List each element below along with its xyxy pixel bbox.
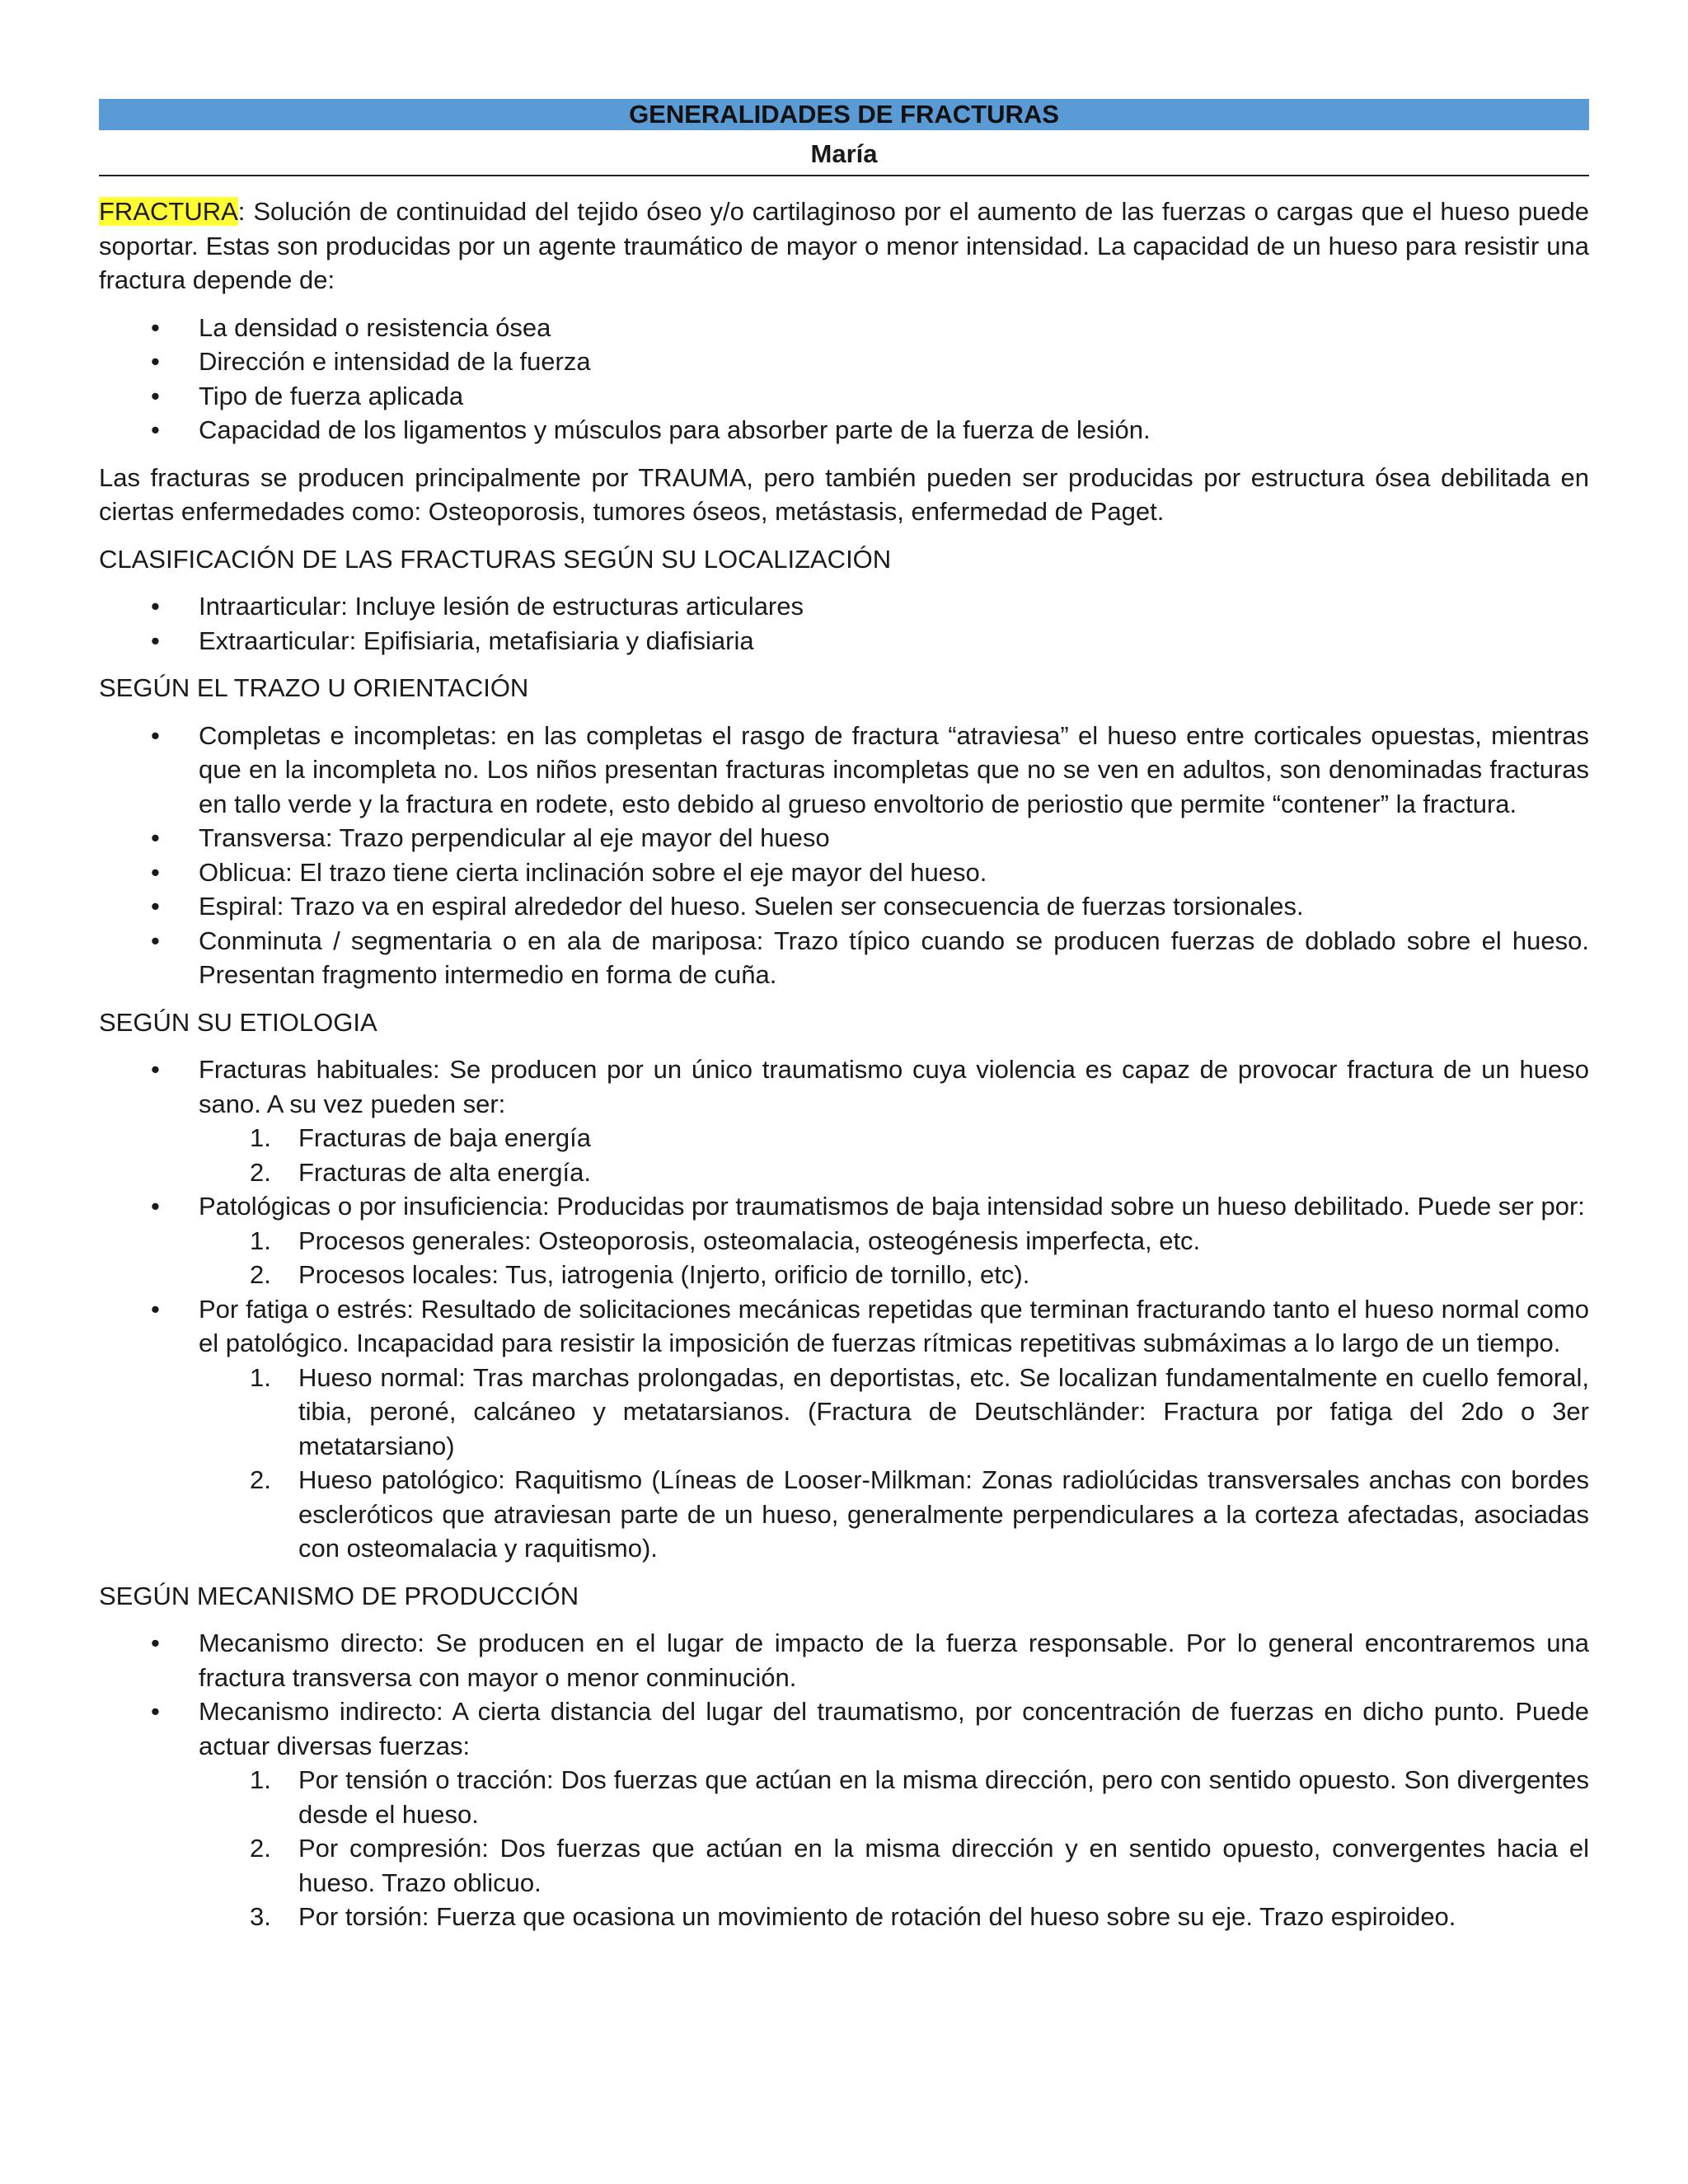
list-item: • Conminuta / segmentaria o en ala de mariposa: Trazo típico cuando se producen fuerzas de doblado sobre el hueso. Presentan fragmento intermedio en forma de cuña.	[99, 924, 1589, 992]
list-item: • Oblicua: El trazo tiene cierta inclinación sobre el eje mayor del hueso.	[99, 855, 1589, 890]
numbered-item	[199, 1463, 1589, 1566]
section-heading-etiologia: SEGÚN SU ETIOLOGIA	[99, 1007, 377, 1037]
numbered-sublist	[199, 1361, 1589, 1566]
trazo-list	[99, 719, 1589, 992]
item-number: 2.	[250, 1834, 271, 1863]
list-item: • La densidad o resistencia ósea	[99, 311, 1589, 345]
definition-paragraph	[99, 194, 1589, 298]
mecanismo-list	[99, 1626, 1589, 1934]
localizacion-list	[99, 589, 1589, 658]
item-number: 2.	[250, 1157, 271, 1187]
numbered-item	[199, 1831, 1589, 1900]
numbered-item	[199, 1763, 1589, 1831]
document-page	[99, 99, 1589, 1934]
numbered-item-text: Por tensión o tracción: Dos fuerzas que actúan en la misma dirección, pero con sentido opuesto. Son divergentes desde el hueso.	[298, 1765, 1589, 1829]
numbered-item-text: Hueso patológico: Raquitismo (Líneas de Looser-Milkman: Zonas radiolúcidas transversales anchas con bordes escleróticos que atraviesan parte de un hueso, generalmente perpendiculares a la corteza afectadas, asociadas con osteomalacia y raquitismo).	[298, 1465, 1589, 1563]
numbered-item-text: Fracturas de alta energía.	[298, 1157, 591, 1187]
section-heading-localizacion: CLASIFICACIÓN DE LAS FRACTURAS SEGÚN SU LOCALIZACIÓN	[99, 544, 892, 574]
numbered-item-text: Por torsión: Fuerza que ocasiona un movimiento de rotación del hueso sobre su eje. Trazo espiroideo.	[298, 1902, 1456, 1931]
list-item: • Intraarticular: Incluye lesión de estructuras articulares	[99, 589, 1589, 624]
list-item: • Dirección e intensidad de la fuerza	[99, 344, 1589, 379]
numbered-item	[199, 1258, 1589, 1292]
list-item-text: Por fatiga o estrés: Resultado de solicitaciones mecánicas repetidas que terminan fracturando tanto el hueso normal como el patológico. Incapacidad para resistir la imposición de fuerzas rítmicas repetitivas submáximas a lo largo de un tiempo.	[199, 1294, 1589, 1357]
definition-text: : Solución de continuidad del tejido óseo y/o cartilaginoso por el aumento de las fuerzas o cargas que el hueso puede soportar. Estas son producidas por un agente traumático de mayor o menor intensidad. La capacidad de un hueso para resistir una fractura depende de:	[99, 197, 1589, 294]
document-title: GENERALIDADES DE FRACTURAS	[99, 99, 1589, 130]
list-item: • Extraarticular: Epifisiaria, metafisiaria y diafisiaria	[99, 624, 1589, 658]
list-item: • Transversa: Trazo perpendicular al eje mayor del hueso	[99, 821, 1589, 855]
list-item	[99, 1626, 1589, 1694]
numbered-item	[199, 1361, 1589, 1464]
list-item-text: Fracturas habituales: Se producen por un único traumatismo cuya violencia es capaz de provocar fractura de un hueso sano. A su vez pueden ser:	[199, 1055, 1589, 1118]
list-item: • Tipo de fuerza aplicada	[99, 379, 1589, 414]
numbered-sublist	[199, 1224, 1589, 1292]
list-item: • Completas e incompletas: en las completas el rasgo de fractura “atraviesa” el hueso entre corticales opuestas, mientras que en la incompleta no. Los niños presentan fracturas incompletas que no se ven en adultos, son denominadas fracturas en tallo verde y la fractura en rodete, esto debido al grueso envoltorio de periostio que permite “contener” la fractura.	[99, 719, 1589, 822]
item-number: 2.	[250, 1465, 271, 1494]
item-number: 1.	[250, 1362, 271, 1392]
numbered-item-text: Procesos generales: Osteoporosis, osteomalacia, osteogénesis imperfecta, etc.	[298, 1226, 1201, 1255]
item-number: 1.	[250, 1226, 271, 1255]
numbered-item-text: Procesos locales: Tus, iatrogenia (Injerto, orificio de tornillo, etc).	[298, 1260, 1030, 1289]
numbered-sublist	[199, 1121, 1589, 1189]
numbered-item-text: Por compresión: Dos fuerzas que actúan en la misma dirección y en sentido opuesto, convergentes hacia el hueso. Trazo oblicuo.	[298, 1834, 1589, 1897]
numbered-item	[199, 1900, 1589, 1934]
list-item: • Capacidad de los ligamentos y músculos para absorber parte de la fuerza de lesión.	[99, 413, 1589, 448]
list-item	[99, 1694, 1589, 1934]
list-item	[99, 1052, 1589, 1189]
resistance-factors-list	[99, 311, 1589, 448]
list-item: • Espiral: Trazo va en espiral alrededor del hueso. Suelen ser consecuencia de fuerzas torsionales.	[99, 889, 1589, 924]
numbered-item	[199, 1121, 1589, 1155]
causes-paragraph: Las fracturas se producen principalmente por TRAUMA, pero también pueden ser producidas por estructura ósea debilitada en ciertas enfermedades como: Osteoporosis, tumores óseos, metástasis, enfermedad de Paget.	[99, 462, 1589, 526]
section-heading-trazo: SEGÚN EL TRAZO U ORIENTACIÓN	[99, 673, 529, 702]
list-item-text: Mecanismo directo: Se producen en el lugar de impacto de la fuerza responsable. Por lo general encontraremos una fractura transversa con mayor o menor conminución.	[199, 1629, 1589, 1692]
list-item-text: Mecanismo indirecto: A cierta distancia del lugar del traumatismo, por concentración de fuerzas en dicho punto. Puede actuar diversas fuerzas:	[199, 1697, 1589, 1760]
list-item	[99, 1189, 1589, 1292]
item-number: 1.	[250, 1765, 271, 1794]
item-number: 1.	[250, 1123, 271, 1152]
section-heading-mecanismo: SEGÚN MECANISMO DE PRODUCCIÓN	[99, 1581, 579, 1610]
item-number: 3.	[250, 1902, 271, 1931]
author-name: María	[99, 134, 1589, 176]
item-number: 2.	[250, 1260, 271, 1289]
list-item-text: Patológicas o por insuficiencia: Producidas por traumatismos de baja intensidad sobre un hueso debilitado. Puede ser por:	[199, 1192, 1585, 1221]
highlighted-term: FRACTURA	[99, 197, 238, 226]
numbered-item	[199, 1155, 1589, 1190]
numbered-item	[199, 1224, 1589, 1258]
numbered-item-text: Fracturas de baja energía	[298, 1123, 591, 1152]
list-item	[99, 1292, 1589, 1566]
etiologia-list	[99, 1052, 1589, 1566]
numbered-item-text: Hueso normal: Tras marchas prolongadas, en deportistas, etc. Se localizan fundamentalmente en cuello femoral, tibia, peroné, calcáneo y metatarsianos. (Fractura de Deutschländer: Fractura por fatiga del 2do o 3er metatarsiano)	[298, 1362, 1589, 1460]
numbered-sublist	[199, 1763, 1589, 1934]
